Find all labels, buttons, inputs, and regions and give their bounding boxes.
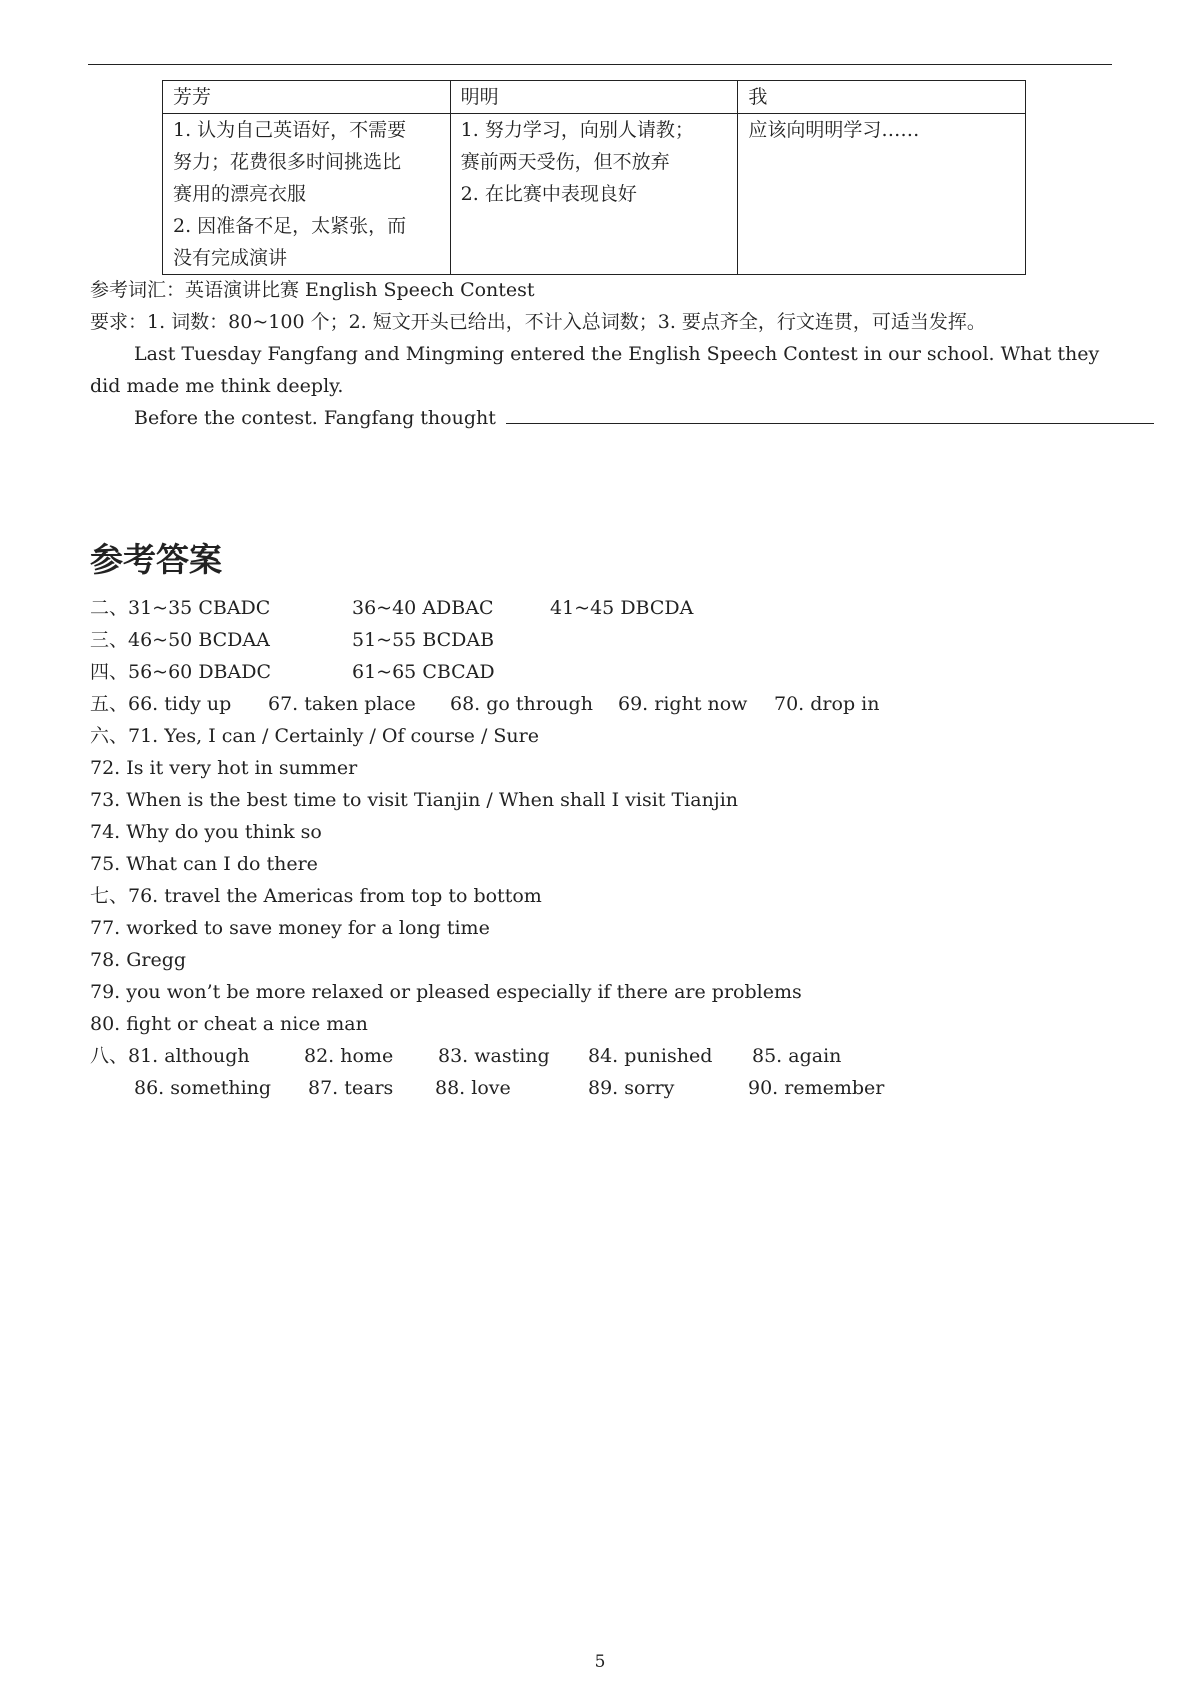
answer-line [90,688,1090,720]
answer-item: 74. Why do you think so [90,821,322,843]
answer-line [90,752,1090,784]
passage-start-text: Before the contest. Fangfang thought [134,407,496,429]
answer-line [90,1008,1090,1040]
answer-item: 86. something [134,1077,272,1099]
answer-item: 51~55 BCDAB [352,629,495,651]
answer-line [90,656,1090,688]
answer-item: 82. home [304,1045,394,1067]
cell-line: 赛前两天受伤，但不放弃 [460,151,670,173]
cell-line: 没有完成演讲 [173,247,288,269]
answer-line [90,784,1090,816]
answer-item: 84. punished [588,1045,713,1067]
answer-item: 五、66. tidy up [90,693,232,715]
cell-line: 努力；花费很多时间挑选比 [173,151,402,173]
answer-item: 79. you won’t be more relaxed or pleased especially if there are problems [90,981,802,1003]
cell-line: 1. 努力学习，向别人请教； [460,119,694,141]
answer-item: 89. sorry [588,1077,675,1099]
cell-line: 赛用的漂亮衣服 [173,183,307,205]
answer-item: 78. Gregg [90,949,187,971]
answer-line [90,848,1090,880]
table-header-me: 我 [738,81,1026,114]
answer-item: 二、31~35 CBADC [90,597,271,619]
answer-item: 72. Is it very hot in summer [90,757,358,779]
answer-item: 85. again [752,1045,842,1067]
answer-item: 八、81. although [90,1045,250,1067]
comparison-table [162,80,1026,275]
answer-item: 88. love [435,1077,511,1099]
table-header-mingming: 明明 [450,81,738,114]
answer-line [90,1040,1090,1072]
requirements: 要求：1. 词数：80~100 个；2. 短文开头已给出，不计入总词数；3. 要点齐全，行文连贯，可适当发挥。 [90,311,986,333]
answer-item: 87. tears [308,1077,394,1099]
cell-line: 应该向明明学习…… [748,119,920,141]
answer-item: 75. What can I do there [90,853,318,875]
table-cell-mingming [450,114,738,275]
cell-line: 2. 因准备不足，太紧张，而 [173,215,407,237]
cell-line: 2. 在比赛中表现良好 [460,183,637,205]
answer-item: 41~45 DBCDA [550,597,694,619]
table-cell-me [738,114,1026,275]
answer-item: 69. right now [618,693,748,715]
answer-line [90,944,1090,976]
answer-item: 61~65 CBCAD [352,661,495,683]
vocab-note: 参考词汇：英语演讲比赛 English Speech Contest [90,279,535,301]
answer-item: 90. remember [748,1077,885,1099]
answers-title: 参考答案 [90,540,222,579]
answer-line [90,816,1090,848]
passage-start [134,402,1154,434]
table-cell-fangfang [163,114,451,275]
answer-line [90,592,1090,624]
answer-item: 70. drop in [774,693,880,715]
answer-line [90,912,1090,944]
header-rule [88,64,1112,65]
passage-intro: Last Tuesday Fangfang and Mingming entered the English Speech Contest in our school. What they did made me think deeply. [90,343,1100,397]
answer-item: 68. go through [450,693,593,715]
answer-item: 83. wasting [438,1045,550,1067]
answer-line [90,1072,1090,1104]
table-header-fangfang: 芳芳 [163,81,451,114]
answer-item: 80. fight or cheat a nice man [90,1013,368,1035]
answer-line [90,976,1090,1008]
answer-item: 四、56~60 DBADC [90,661,272,683]
answer-line [90,624,1090,656]
cell-line: 1. 认为自己英语好，不需要 [173,119,407,141]
answer-item: 73. When is the best time to visit Tianjin / When shall I visit Tianjin [90,789,739,811]
answer-item: 六、71. Yes, I can / Certainly / Of course / Sure [90,725,539,747]
answer-item: 七、76. travel the Americas from top to bottom [90,885,542,907]
answer-item: 36~40 ADBAC [352,597,494,619]
answer-item: 67. taken place [268,693,416,715]
answer-blank-line [506,403,1154,424]
answer-item: 77. worked to save money for a long time [90,917,490,939]
answer-line [90,720,1090,752]
answer-line [90,880,1090,912]
page-number: 5 [594,1652,606,1672]
answer-item: 三、46~50 BCDAA [90,629,270,651]
